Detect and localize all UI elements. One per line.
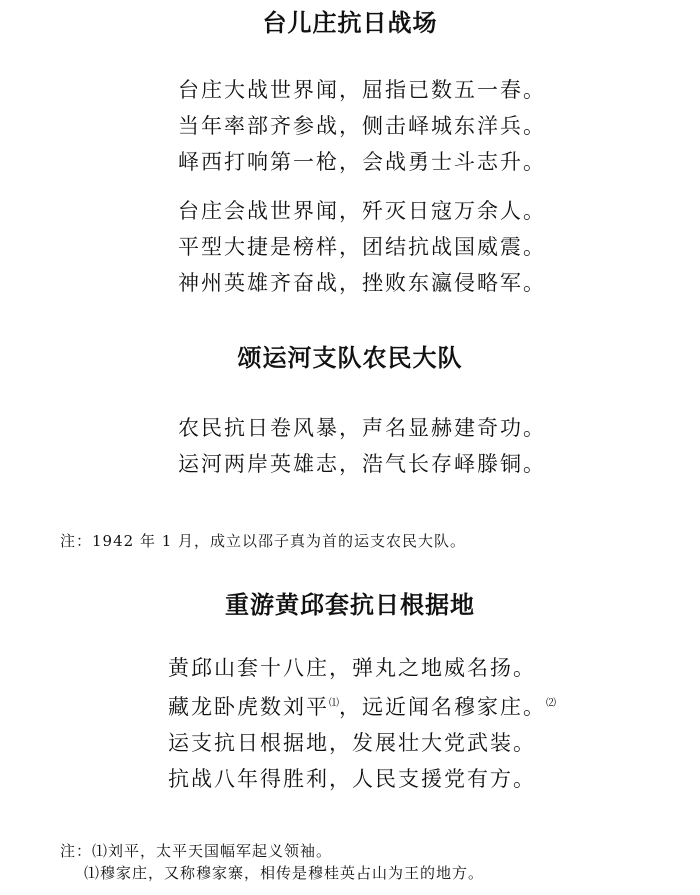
footnote-marker: ⑵ bbox=[546, 698, 556, 709]
poem-line bbox=[168, 686, 556, 725]
poem-line: 当年率部齐参战，侧击峄城东洋兵。 bbox=[178, 114, 546, 138]
poem-line: 抗战八年得胜利，人民支援党有方。 bbox=[168, 767, 536, 791]
poem-title-canal-detachment: 颂运河支队农民大队 bbox=[237, 344, 463, 372]
poem-1-stanza-2 bbox=[178, 193, 546, 301]
footnote: ⑴穆家庄，又称穆家寨，相传是穆桂英占山为王的地方。 bbox=[84, 864, 485, 882]
poem-1-stanza-1 bbox=[178, 72, 546, 180]
poem-line: 运河两岸英雄志，浩气长存峄滕铜。 bbox=[178, 452, 546, 476]
poem-line: 黄邱山套十八庄，弹丸之地威名扬。 bbox=[168, 656, 536, 680]
footnote-marker: ⑴ bbox=[329, 698, 339, 709]
footnote: 注：⑴刘平，太平天国幅军起义领袖。 bbox=[60, 842, 333, 860]
poem-2-stanza-1 bbox=[178, 410, 546, 482]
poem-3-stanza-1 bbox=[168, 650, 556, 797]
poem-line: 农民抗日卷风暴，声名显赫建奇功。 bbox=[178, 416, 546, 440]
poem-line: 神州英雄齐奋战，挫败东瀛侵略军。 bbox=[178, 271, 546, 295]
footnote: 注：1942 年 1 月，成立以邵子真为首的运支农民大队。 bbox=[60, 532, 467, 550]
poem-line: 台庄会战世界闻，歼灭日寇万余人。 bbox=[178, 199, 546, 223]
poem-line-part: 藏龙卧虎数刘平 bbox=[168, 695, 329, 719]
poem-line: 台庄大战世界闻，屈指已数五一春。 bbox=[178, 78, 546, 102]
poem-line: 平型大捷是榜样，团结抗战国威震。 bbox=[178, 235, 546, 259]
poem-line: 运支抗日根据地，发展壮大党武装。 bbox=[168, 731, 536, 755]
footnotes bbox=[60, 840, 484, 884]
poem-title-tai-er-zhuang: 台儿庄抗日战场 bbox=[262, 9, 438, 37]
poem-line: 峄西打响第一枪，会战勇士斗志升。 bbox=[178, 150, 546, 174]
poem-title-huangqiutao-base: 重游黄邱套抗日根据地 bbox=[225, 591, 475, 619]
poem-line-part: ，远近闻名穆家庄。 bbox=[339, 695, 546, 719]
